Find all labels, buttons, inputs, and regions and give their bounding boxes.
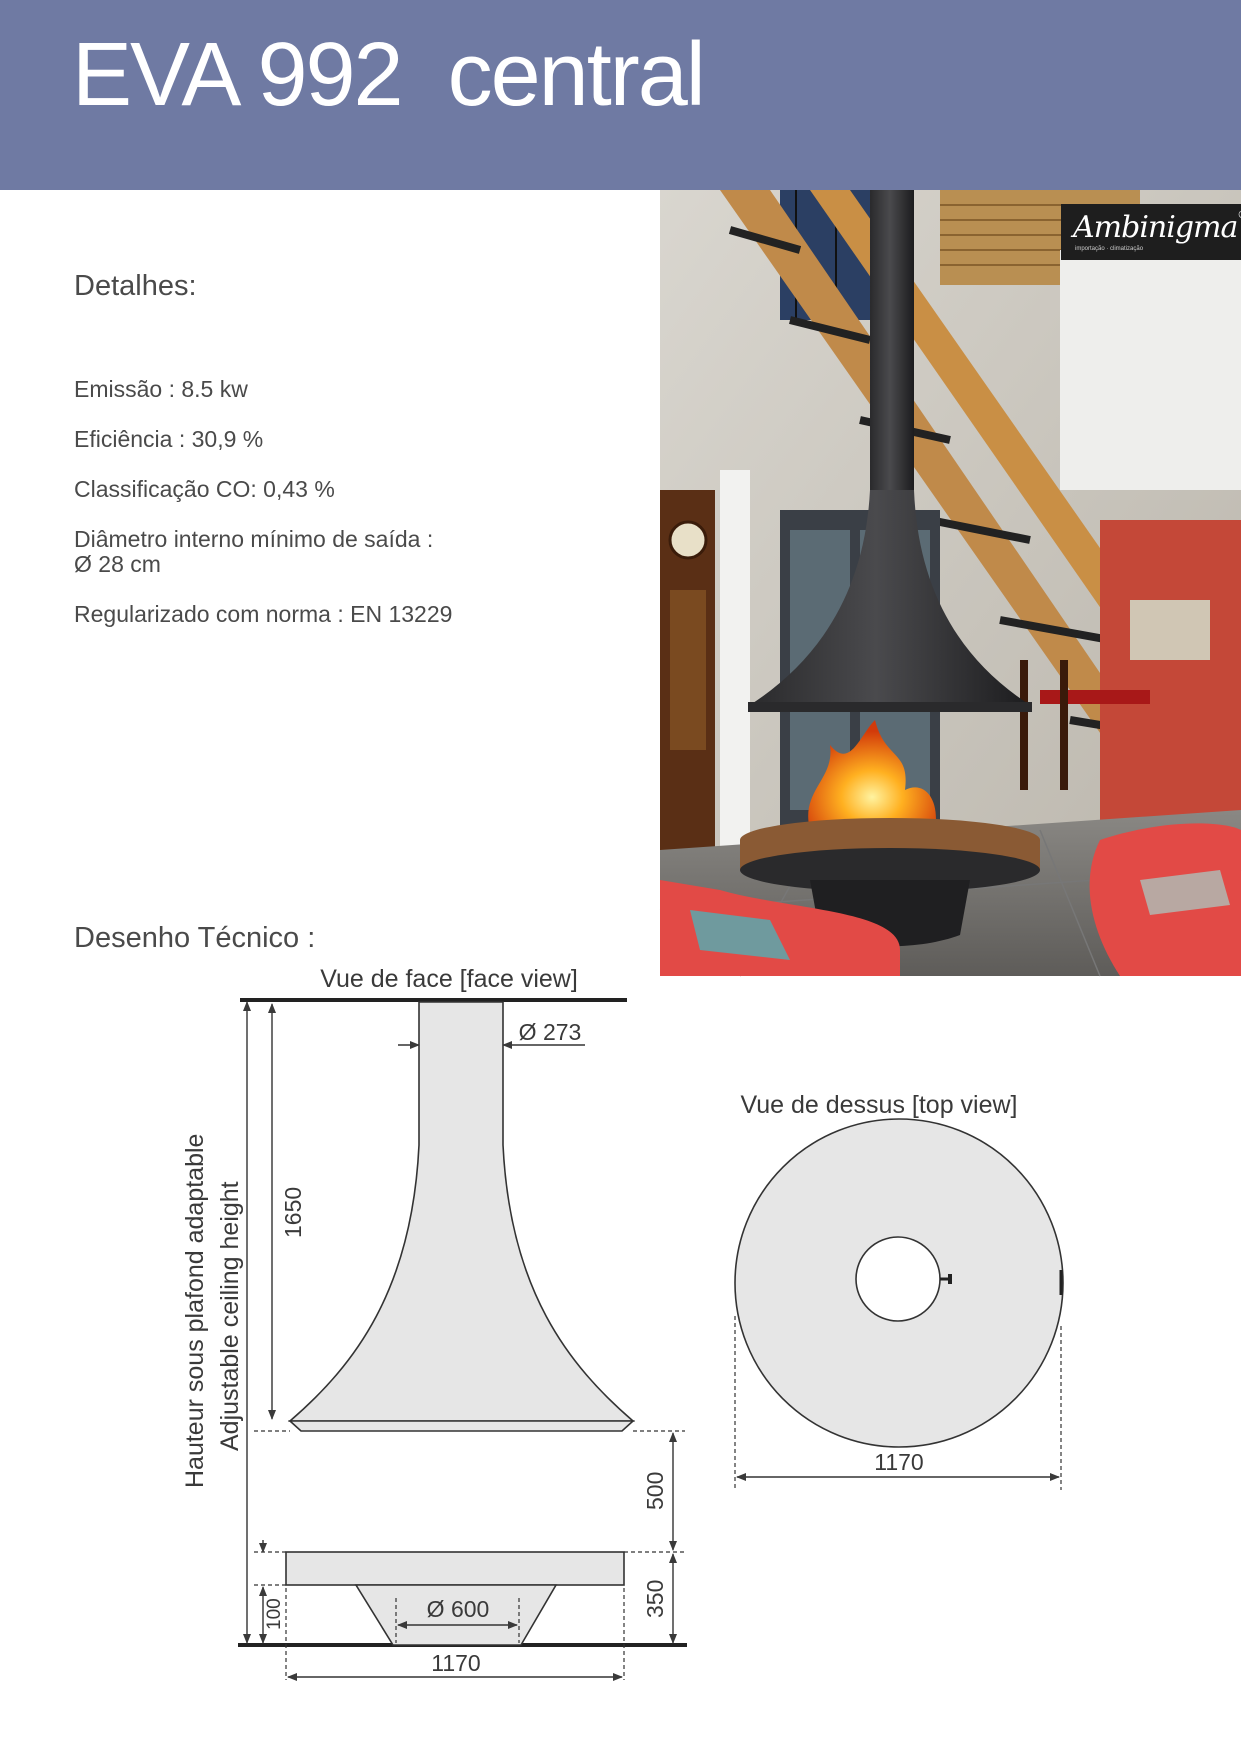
spec-standard: Regularizado com norma : EN 13229 [74, 601, 453, 627]
gap-height-label: 500 [642, 1471, 668, 1510]
face-view-title: Vue de face [face view] [320, 965, 578, 993]
base-height-label: 350 [642, 1579, 668, 1618]
brand-logo [1061, 204, 1246, 260]
fireplace-scene-illustration [660, 190, 1241, 976]
hood-rim [290, 1421, 633, 1431]
top-view-title: Vue de dessus [top view] [740, 1091, 1018, 1119]
spec-outlet-diameter: Diâmetro interno mínimo de saída : Ø 28 cm [74, 526, 434, 577]
logo-text: Ambinigma® [1073, 210, 1246, 245]
base-diameter-label: Ø 600 [426, 1596, 490, 1622]
base-top [286, 1552, 624, 1585]
spec-efficiency: Eficiência : 30,9 % [74, 426, 264, 452]
drawing-heading: Desenho Técnico : [74, 922, 316, 954]
details-heading: Detalhes: [74, 270, 197, 302]
header-banner [0, 0, 1241, 190]
ceiling-label-en: Adjustable ceiling height [216, 1181, 244, 1451]
flue-diameter-label: Ø 273 [518, 1019, 582, 1045]
technical-drawing [0, 960, 1241, 1754]
spec-emission: Emissão : 8.5 kw [74, 376, 248, 402]
top-view-flue-circle [856, 1237, 940, 1321]
hood-shape [290, 1002, 633, 1421]
spec-co-classification: Classificação CO: 0,43 % [74, 476, 335, 502]
foot-height-label: 100 [264, 1598, 285, 1630]
top-view-width-label: 1170 [874, 1449, 924, 1475]
product-photo [660, 190, 1246, 976]
page-title: EVA 992 central [72, 25, 704, 125]
base-width-label: 1170 [431, 1650, 481, 1676]
logo-subtitle: importação · climatização [1075, 246, 1144, 252]
ceiling-label-fr: Hauteur sous plafond adaptable [181, 1133, 209, 1488]
hood-height-label: 1650 [280, 1186, 306, 1238]
